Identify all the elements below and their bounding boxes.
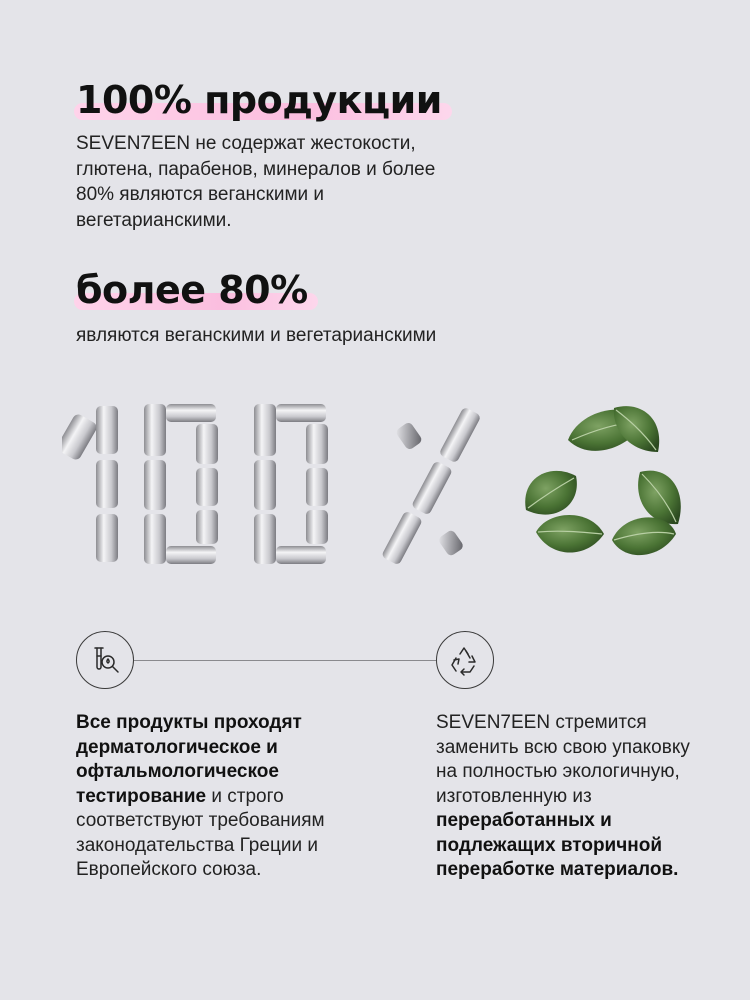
digit-zero-second: [254, 404, 328, 564]
packaging-text-bold: переработанных и подлежащих вторичной переработке материалов.: [436, 810, 679, 880]
digit-one: [62, 406, 118, 562]
connector-line: [134, 660, 436, 661]
leaf-right: [638, 471, 681, 524]
section1-text: SEVEN7EEN не содержат жестокости, глютена, парабенов, минералов и более 80% являются веганскими и вегетарианскими.: [76, 133, 436, 231]
lab-test-icon-circle: [76, 631, 134, 689]
recycle-icon: [448, 643, 482, 677]
packaging-text-lead: SEVEN7EEN стремится заменить всю свою упаковку на полностью экологичную, изготовленную из: [436, 712, 690, 807]
digit-zero-first: [144, 404, 218, 564]
leaf-bottom-left: [536, 515, 604, 553]
lab-test-icon: [88, 643, 122, 677]
leaf-left: [525, 471, 577, 515]
recycle-icon-circle: [436, 631, 494, 689]
testing-text-bold: Все продукты проходят дерматологическое и офтальмологическое тестирование: [76, 712, 302, 807]
leaf-top-right: [614, 406, 659, 452]
leaf-bottom-right: [612, 517, 676, 555]
section2-heading: более 80%: [76, 268, 308, 312]
section2-text: являются веганскими и вегетарианскими: [76, 325, 437, 346]
section1-heading: 100% продукции: [76, 78, 442, 122]
testing-text: [76, 711, 326, 883]
percent-tubes-graphic: [62, 398, 502, 578]
testing-text-rest: и строго соответствуют требованиям законодательства Греции и Европейского союза.: [76, 785, 325, 880]
packaging-text: [436, 711, 706, 883]
recycle-leaves-image: [520, 400, 690, 570]
percent-sign: [381, 406, 482, 565]
